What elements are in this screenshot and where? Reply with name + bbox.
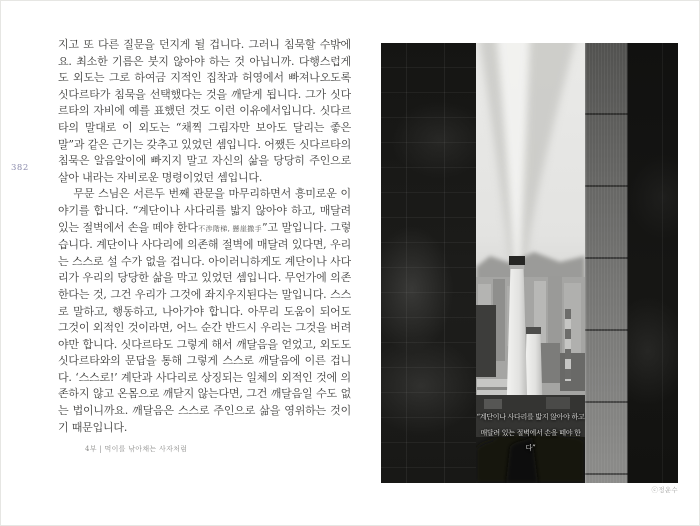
photo-caption: [476, 410, 585, 457]
body-text: [58, 37, 351, 435]
paragraph-2: [58, 186, 351, 435]
paragraph-1: 지고 또 다른 질문을 던지게 될 겁니다. 그러니 침묵할 수밖에요. 최소한 기름은 붓지 않아야 하는 것 아닙니까. 다행스럽게도 외도는 그로 하여금 지적인 집착과 허영에서 빠져나오도록 싯다르타가 침묵을 선택했다는 것을 깨닫게 됩니다. 그가 싯다르타의 자비에 예를 표했던 것도 이런 이유에서입니다. 싯다르타의 말대로 이 외도는 “채찍 그림자만 보아도 달리는 좋은 말”과 같은 근기는 갖추고 있었던 셈입니다. 어쨌든 싯다르타의 침묵은 알음알이에 빠지지 말고 자신의 삶을 당당히 주인으로 살아 내라는 자비로운 명령이었던 셈입니다.: [58, 38, 351, 184]
right-page: [352, 0, 700, 526]
paragraph-2-text-cont: ”고 말입니다. 그렇습니다. 계단이나 사다리에 의존해 절벽에 매달려 있다면, 우리는 스스로 설 수가 없을 겁니다. 아이러니하게도 계단이나 사다리가 우리의 당당한 삶을 막고 있었던 셈입니다. 무언가에 의존한다는 것, 그건 우리가 그것에 좌지우지된다는 말입니다. 스스로 말하고, 행동하고, 나아가야 합니다. 아무리 도움이 되어도 그것이 외적인 것이라면, 어느 순간 반드시 우리는 그것을 버려야만 합니다. 싯다르타도 그렇게 해서 깨달음을 얻었고, 외도도 싯다르타와의 문답을 통해 그렇게 스스로 깨달음에 이른 겁니다. ‘스스로!’ 계단과 사다리로 상징되는 일체의 외적인 것에 의존하지 않고 온몸으로 깨닫지 않는다면, 그건 깨달음일 수도 없는 법이니까요. 깨달음은 스스로 주인으로 삶을 영위하는 것이기 때문입니다.: [58, 220, 351, 434]
glass-building-right: [628, 43, 678, 483]
dark-tower: [476, 305, 496, 377]
paragraph-2-text: 무문 스님은 서른두 번째 관문을 마무리하면서 흥미로운 이야기를 합니다. “계단이나 사다리를 밟지 않아야 하고, 매달려 있는 절벽에서 손을 떼야 한다: [58, 187, 351, 234]
hanja-annotation: 不渉階梯, 懸崖撒手: [197, 224, 262, 233]
short-chimney: [525, 334, 543, 405]
running-footer: 4부 | 먹이를 낚아채는 사자처럼: [85, 445, 188, 453]
page-number: 382: [11, 163, 29, 173]
glass-building-left: [381, 43, 476, 483]
chimney-photo: [381, 43, 678, 483]
photo-caption-line1: “계단이나 사다리를 밟지 않아야 하고: [476, 413, 585, 421]
photo-credit: ⓒ정운수: [651, 486, 678, 494]
granite-pillar: [585, 43, 628, 483]
photo-caption-line2: 매달려 있는 절벽에서 손을 떼야 한다”: [480, 428, 581, 452]
